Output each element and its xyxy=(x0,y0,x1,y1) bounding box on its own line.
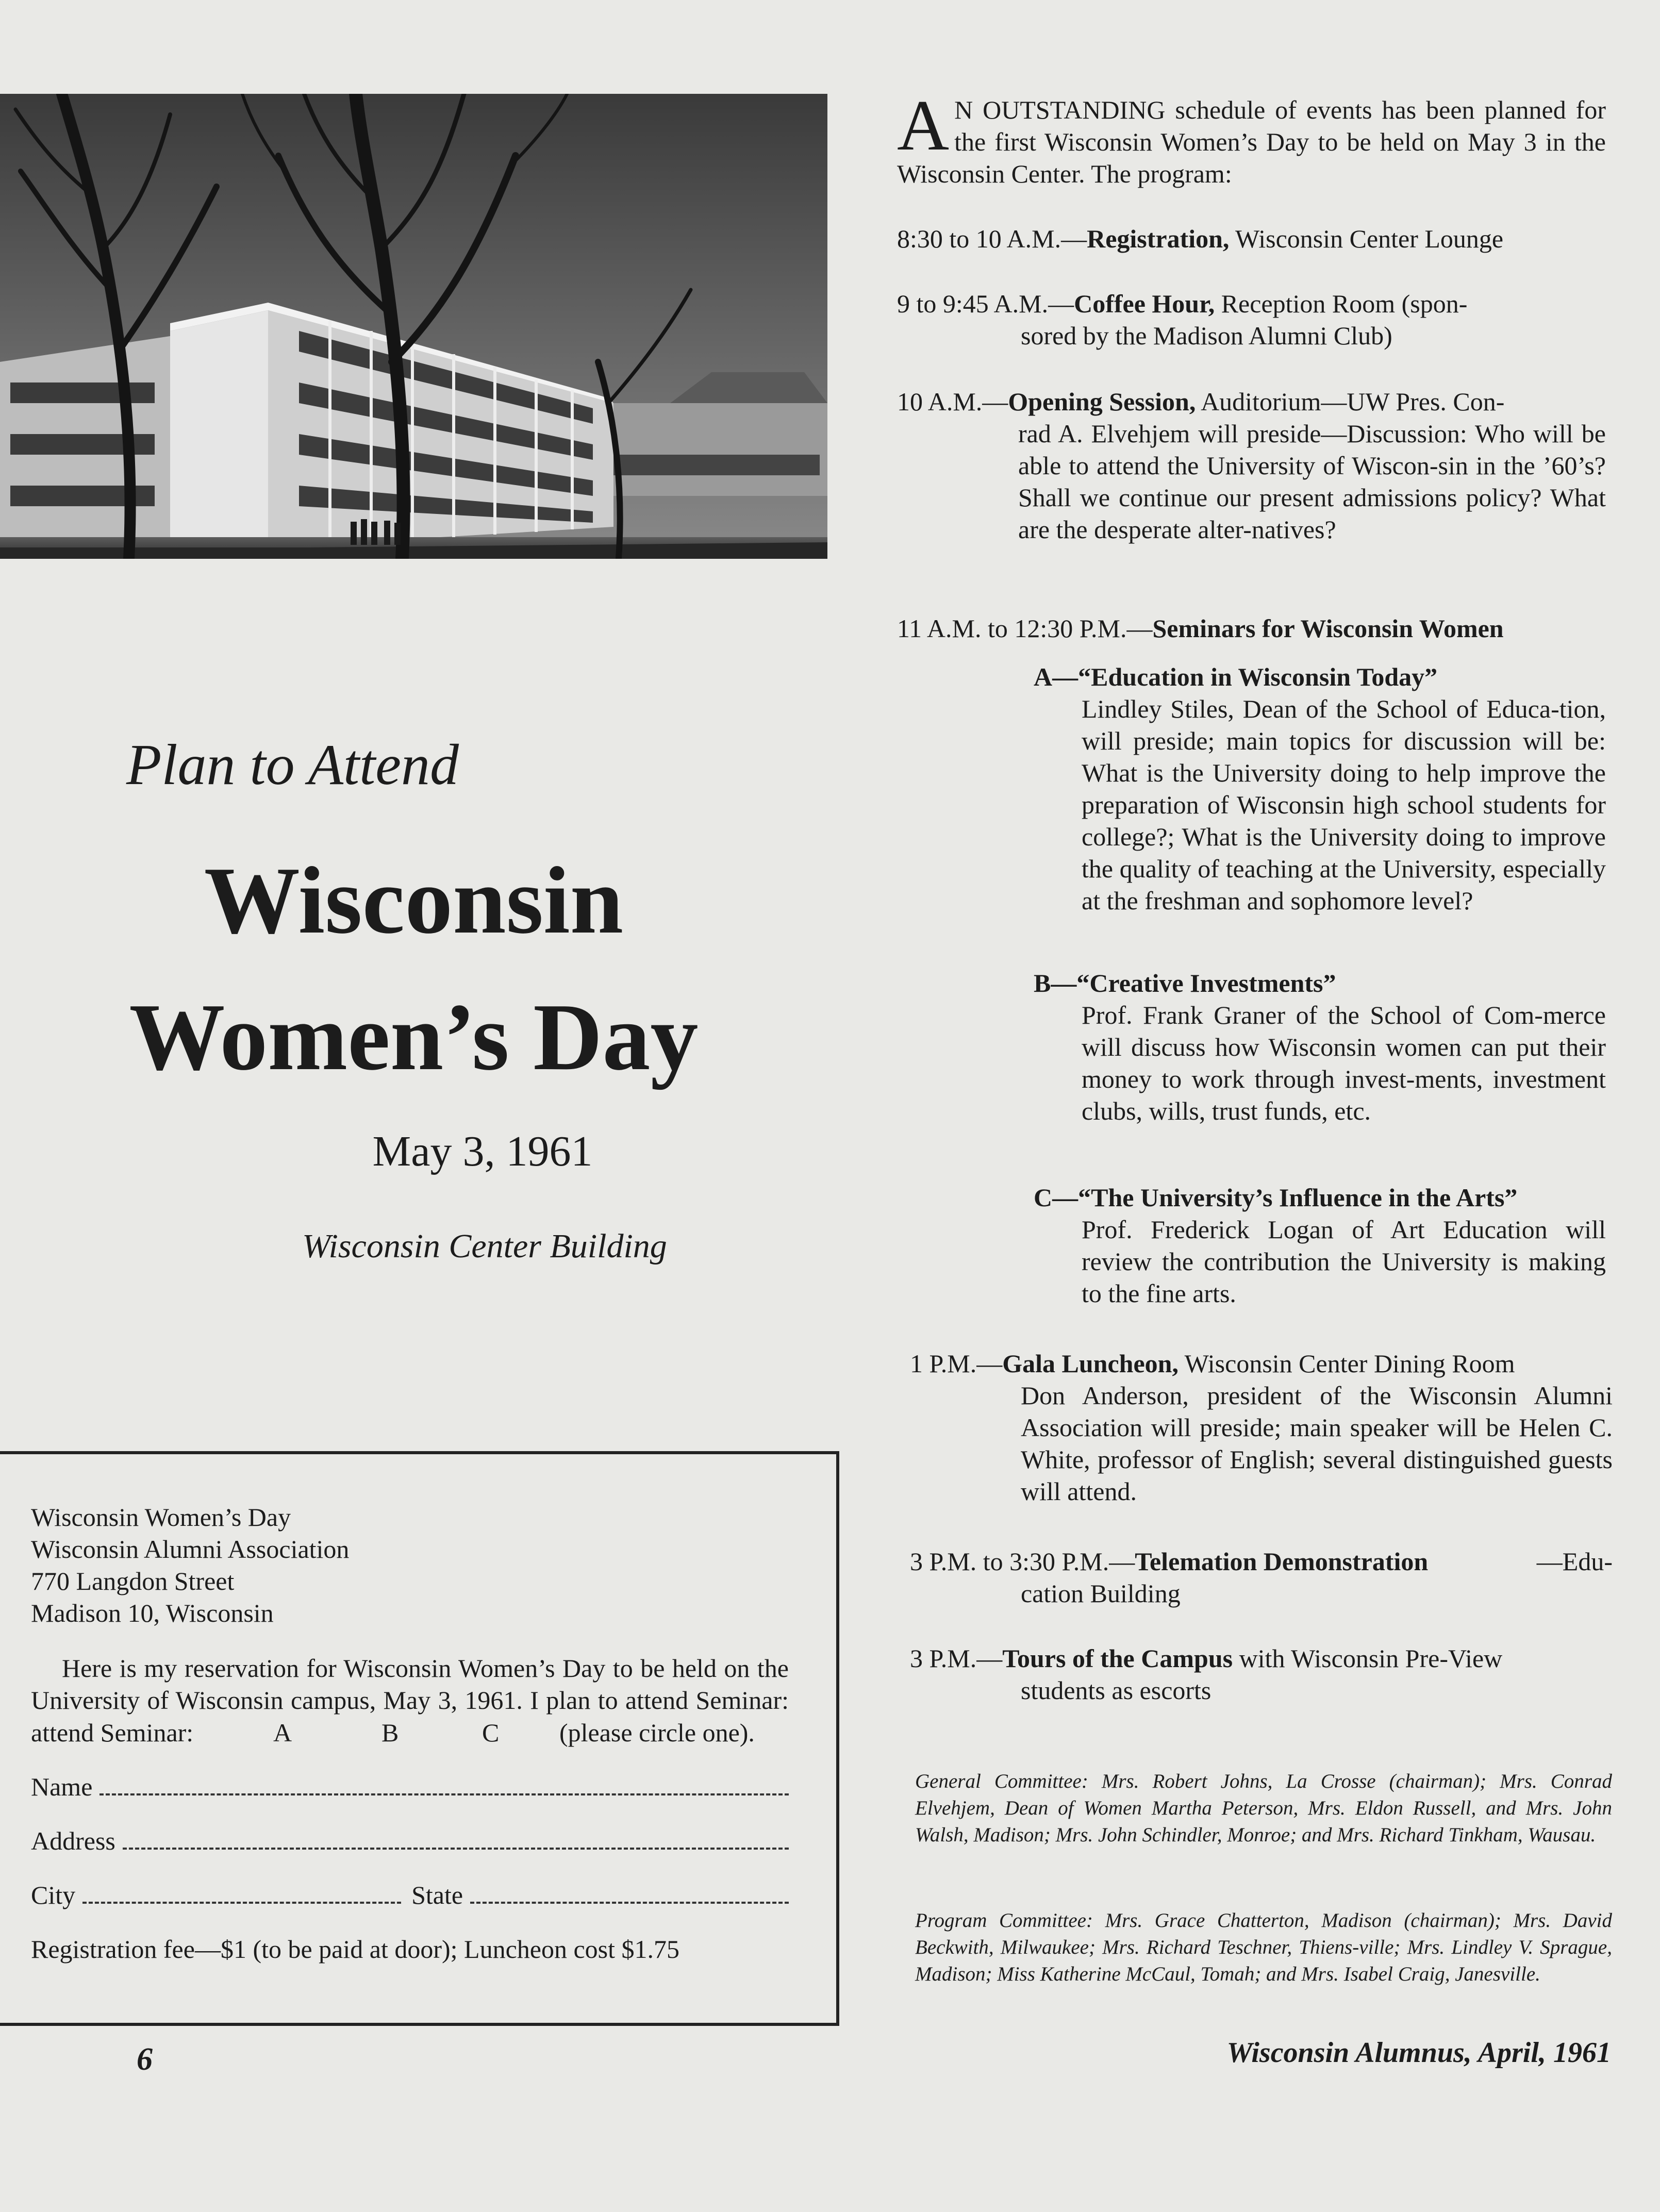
schedule-item-cont: Don Anderson, president of the Wisconsin Alumni Association will preside; main speaker will be Helen C. White, professor of English; several distinguished guests will attend. xyxy=(1021,1381,1613,1506)
seminar-a-title: A—“Education in Wisconsin Today” xyxy=(1034,662,1438,691)
seminar-option-b[interactable]: B xyxy=(381,1718,399,1747)
publication-footer: Wisconsin Alumnus, April, 1961 xyxy=(1226,2037,1611,2069)
schedule-item: 1 P.M.—Gala Luncheon, Wisconsin Center Dining Room xyxy=(910,1349,1515,1378)
address-field[interactable] xyxy=(31,1825,789,1857)
city-label: City xyxy=(31,1881,76,1909)
headline-line2: Women’s Day xyxy=(129,984,699,1090)
seminar-option-a[interactable]: A xyxy=(273,1718,292,1747)
schedule-item: 9 to 9:45 A.M.—Coffee Hour, Reception Room (spon- xyxy=(897,289,1468,318)
event-venue: Wisconsin Center Building xyxy=(302,1227,667,1265)
schedule-item-cont: sored by the Madison Alumni Club) xyxy=(1021,321,1392,350)
page-number: 6 xyxy=(137,2042,153,2077)
general-committee: General Committee: Mrs. Robert Johns, La Crosse (chairman); Mrs. Conrad Elvehjem, Dean of Women Martha Peterson, Mrs. Eldon Russell, and Mrs. John Walsh, Madison; Mrs. John Schindler, Monroe; and Mrs. Richard Tinkham, Wausau. xyxy=(915,1770,1612,1846)
fee-text: Registration fee—$1 (to be paid at door); Luncheon cost $1.75 xyxy=(31,1935,680,1964)
intro-paragraph: A N OUTSTANDING schedule of events has been planned for the first Wisconsin Women’s Day to be held on May 3 in the Wisconsin Center. The program: xyxy=(897,86,1606,188)
schedule-item: 11 A.M. to 12:30 P.M.—Seminars for Wisconsin Women xyxy=(897,614,1504,643)
schedule-item-cont: rad A. Elvehjem will preside—Discussion: Who will be able to attend the University of Wiscon-sin in the ’60’s? Shall we continue our present admissions policy? What are the desperate alter-natives? xyxy=(1018,419,1606,544)
schedule-item: 3 P.M. to 3:30 P.M.—Telemation Demonstration —Edu- xyxy=(910,1547,1613,1576)
form-address-line: Wisconsin Women’s Day xyxy=(31,1503,291,1532)
schedule-item: 3 P.M.—Tours of the Campus with Wisconsin Pre-View xyxy=(910,1644,1503,1673)
form-address-line: Madison 10, Wisconsin xyxy=(31,1599,274,1627)
schedule-item: 8:30 to 10 A.M.—Registration, Wisconsin Center Lounge xyxy=(897,224,1504,253)
plan-to-attend: Plan to Attend xyxy=(126,733,459,797)
state-label: State xyxy=(411,1881,463,1909)
seminar-option-c[interactable]: C xyxy=(482,1718,500,1747)
seminar-prompt: attend Seminar: xyxy=(31,1717,258,1749)
address-label: Address xyxy=(31,1826,115,1855)
form-address-line: 770 Langdon Street xyxy=(31,1567,235,1595)
seminar-c-title: C—“The University’s Influence in the Arts” xyxy=(1034,1183,1518,1212)
name-field[interactable] xyxy=(31,1771,789,1803)
headline-line1: Wisconsin xyxy=(204,847,624,954)
schedule-item-cont: cation Building xyxy=(1021,1579,1181,1608)
seminar-b-text: Prof. Frank Graner of the School of Com-merce will discuss how Wisconsin women can put their money to work through invest-ments, investment clubs, wills, trust funds, etc. xyxy=(1082,1001,1606,1125)
schedule-item: 10 A.M.—Opening Session, Auditorium—UW Pres. Con- xyxy=(897,387,1505,416)
form-address-line: Wisconsin Alumni Association xyxy=(31,1535,350,1564)
seminar-c-text: Prof. Frederick Logan of Art Education will review the contribution the University is making to the fine arts. xyxy=(1082,1215,1606,1308)
schedule-item-cont: students as escorts xyxy=(1021,1676,1211,1705)
drop-cap: A xyxy=(897,86,950,165)
event-date: May 3, 1961 xyxy=(372,1127,593,1175)
seminar-b-title: B—“Creative Investments” xyxy=(1034,969,1336,997)
seminar-a-text: Lindley Stiles, Dean of the School of Educa-tion, will preside; main topics for discussion will be: What is the University doing to help improve the preparation of Wisconsin high school students for college?; What is the University doing to improve the quality of teaching at the University, especially at the freshman and sophomore level? xyxy=(1082,694,1606,915)
name-label: Name xyxy=(31,1772,93,1801)
program-committee: Program Committee: Mrs. Grace Chatterton, Madison (chairman); Mrs. David Beckwith, Milwaukee; Mrs. Richard Teschner, Thiens-ville; Mrs. Lindley V. Sprague, Madison; Miss Katherine McCaul, Tomah; and Mrs. Isabel Craig, Janesville. xyxy=(915,1909,1612,1985)
reservation-text: Here is my reservation for Wisconsin Women’s Day to be held on the University of Wisconsin campus, May 3, 1961. I plan to attend Seminar: xyxy=(31,1654,789,1715)
building-photo xyxy=(0,94,827,559)
circle-note: (please circle one). xyxy=(559,1718,755,1747)
city-state-field[interactable] xyxy=(31,1879,789,1911)
